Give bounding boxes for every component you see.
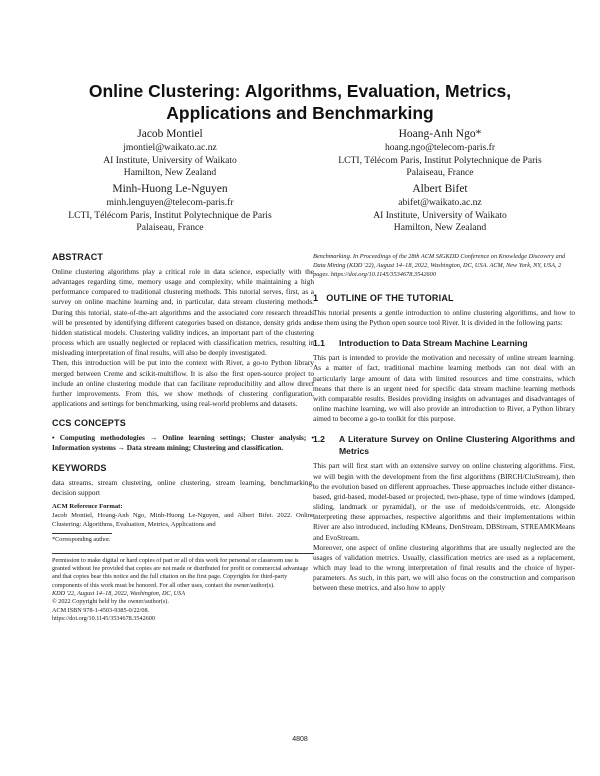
permission-text: Permission to make digital or hard copies of part or all of this work for personal or classroom use is granted without fee provided that copies are not made or distributed for profit or commercial advantage and that copies bear this notice and the full citation on the first page. Copyrights for third-party components of this work must be honored. For all other uses, contact the owner/author(s). [52, 556, 309, 589]
author-affiliation: AI Institute, University of Waikato [103, 154, 237, 166]
abstract-heading: ABSTRACT [52, 252, 104, 262]
author-name: Hoang-Anh Ngo* [398, 128, 482, 140]
subsection-title: A Literature Survey on Online Clustering Algorithms and Metrics [339, 434, 575, 457]
author-email: abifet@waikato.ac.nz [398, 197, 482, 208]
keywords-text: data streams, stream clustering, online clustering, stream learning, benchmarking, decision support [52, 477, 314, 497]
acm-reference-heading: ACM Reference Format: [52, 502, 123, 510]
paper-title: Online Clustering: Algorithms, Evaluation, Metrics, Applications and Benchmarking [88, 81, 512, 123]
copyright-line: © 2022 Copyright held by the owner/author(s). [52, 598, 169, 606]
subsection-1-2 [313, 433, 575, 593]
author-affiliation: LCTI, Télécom Paris, Institut Polytechnique de Paris [338, 154, 542, 166]
author-location: Hamilton, New Zealand [393, 222, 487, 234]
page-number: 4808 [292, 736, 308, 743]
abstract-paragraph-2: Then, this introduction will be put into the context with River, a go-to Python library merged between Creme and scikit-multiflow. It is also the first open-source project to include an online clustering module that can facilitate reproducibility and allow direct further improvements. From this, we show methods of clustering configuration, applications and settings for benchmarking, using real-world problems and datasets. [52, 358, 314, 409]
isbn-line: ACM ISBN 978-1-4503-9385-0/22/08. [52, 606, 150, 614]
right-column [313, 252, 575, 602]
subsection-number: 1.2 [313, 434, 325, 445]
permission-block [52, 557, 314, 623]
subsection-title: Introduction to Data Stream Machine Learning [339, 338, 528, 349]
author-email: jmontiel@waikato.ac.nz [123, 142, 217, 153]
subsection-1-2-text-1: This part will first start with an extensive survey on online clustering algorithms. First, we will begin with the development from the first algorithms (BIRCH/CluStream), then to the evolution based on different approaches. These approaches include either distance-based, grid-based, model-based or projected, two-phase, type of time windows (damped, sliding, landmark or pyramidal), or the use of medoids/centroids, etc. Alongside interpreting these approaches, respective algorithms and their implementations within River are also introduced, including KMeans, DenStream, DBStream, STREAMKMeans and EvoStream. [313, 461, 575, 542]
keywords-section [52, 463, 314, 498]
author-block-3 [40, 182, 300, 235]
abstract-paragraph-1: Online clustering algorithms play a critical role in data science, especially with the advantages regarding time, memory usage and complexity, while maintaining a high performance compared to traditional clustering methods. This tutorial serves, first, as a survey on online machine learning and, in particular, data stream clustering methods. During this tutorial, state-of-the-art algorithms and the associated core research threads will be presented by identifying different categories based on distance, density grids and hidden statistical models. Clustering validity indices, an important part of the clustering process which are usually neglected or replaced with classification metrics, resulting in misleading interpretation of final results, will also be deeply investigated. [52, 267, 314, 358]
author-block-4 [310, 182, 570, 235]
subsection-1-2-text-2: Moreover, one aspect of online clustering algorithms that are usually neglected are the usages of validation metrics. Usually, classification metrics are used as a replacement, which may lead to the wrong interpretation of final results and the choice of hyper-parameters. As such, in this part, we will also focus on the construction and comparison between these metrics, and also how to apply [313, 542, 575, 593]
ccs-section [52, 418, 314, 453]
subsection-1-1-text: This part is intended to provide the motivation and necessity of online stream learning. As a matter of fact, traditional machine learning methods can not deal with an particularly large amount of data with limited resources and time constrains, which means that there is an urgent need for specific data stream machine learning methods with comparable results. Besides providing insights on advantages and disadvantages of online machine learning, we will also provide an introduction to River, a Python library aimed to become a go-to toolkit for this purpose. [313, 353, 575, 424]
author-affiliation: LCTI, Télécom Paris, Institut Polytechnique de Paris [68, 209, 272, 221]
acm-reference-continued: Benchmarking. In Proceedings of the 28th ACM SIGKDD Conference on Knowledge Discovery and Data Mining (KDD '22), August 14–18, 2022, Washington, DC, USA. ACM, New York, NY, USA, 2 pages. https://doi.org/10.1145/3534678.3542600 [313, 253, 566, 278]
ccs-text: • Computing methodologies → Online learning settings; Cluster analysis; • Information systems → Data stream mining; Clustering and classification. [52, 433, 314, 453]
subsection-1-1-heading [313, 337, 575, 349]
conference-line: KDD '22, August 14–18, 2022, Washington, DC, USA [52, 589, 185, 597]
acm-reference-text: Jacob Montiel, Hoang-Anh Ngo, Minh-Huong Le-Nguyen, and Albert Bifet. 2022. Online Clustering: Algorithms, Evaluation, Metrics, Applications and [52, 512, 314, 529]
subsection-1-2-heading [313, 433, 575, 457]
permission-divider [52, 553, 314, 554]
section-1 [313, 293, 575, 328]
ccs-heading: CCS CONCEPTS [52, 418, 126, 429]
section-1-heading: 1 OUTLINE OF THE TUTORIAL [313, 293, 454, 303]
author-location: Palaiseau, France [136, 222, 204, 234]
author-affiliation: AI Institute, University of Waikato [373, 209, 507, 221]
acm-reference [52, 502, 314, 530]
subsection-number: 1.1 [313, 338, 325, 349]
author-block-2 [310, 127, 570, 180]
subsection-1-1 [313, 337, 575, 424]
doi-link[interactable]: https://doi.org/10.1145/3534678.3542600 [52, 614, 155, 622]
section-1-intro: This tutorial presents a gentle introduction to online clustering algorithms, and how to use them using the Python open source tool River. It is divided in the following parts: [313, 308, 575, 328]
author-name: Albert Bifet [412, 183, 468, 195]
author-email: hoang.ngo@telecom-paris.fr [384, 142, 496, 153]
footnote-divider [52, 533, 112, 534]
author-email: minh.lenguyen@telecom-paris.fr [106, 197, 234, 208]
footnote: *Corresponding author. [52, 536, 111, 544]
author-location: Palaiseau, France [406, 167, 474, 179]
keywords-heading: KEYWORDS [52, 462, 107, 473]
author-block-1 [40, 127, 300, 180]
author-location: Hamilton, New Zealand [123, 167, 217, 179]
author-name: Minh-Huong Le-Nguyen [112, 183, 228, 195]
author-name: Jacob Montiel [137, 128, 203, 140]
left-column [52, 252, 314, 623]
abstract-section [52, 252, 314, 409]
